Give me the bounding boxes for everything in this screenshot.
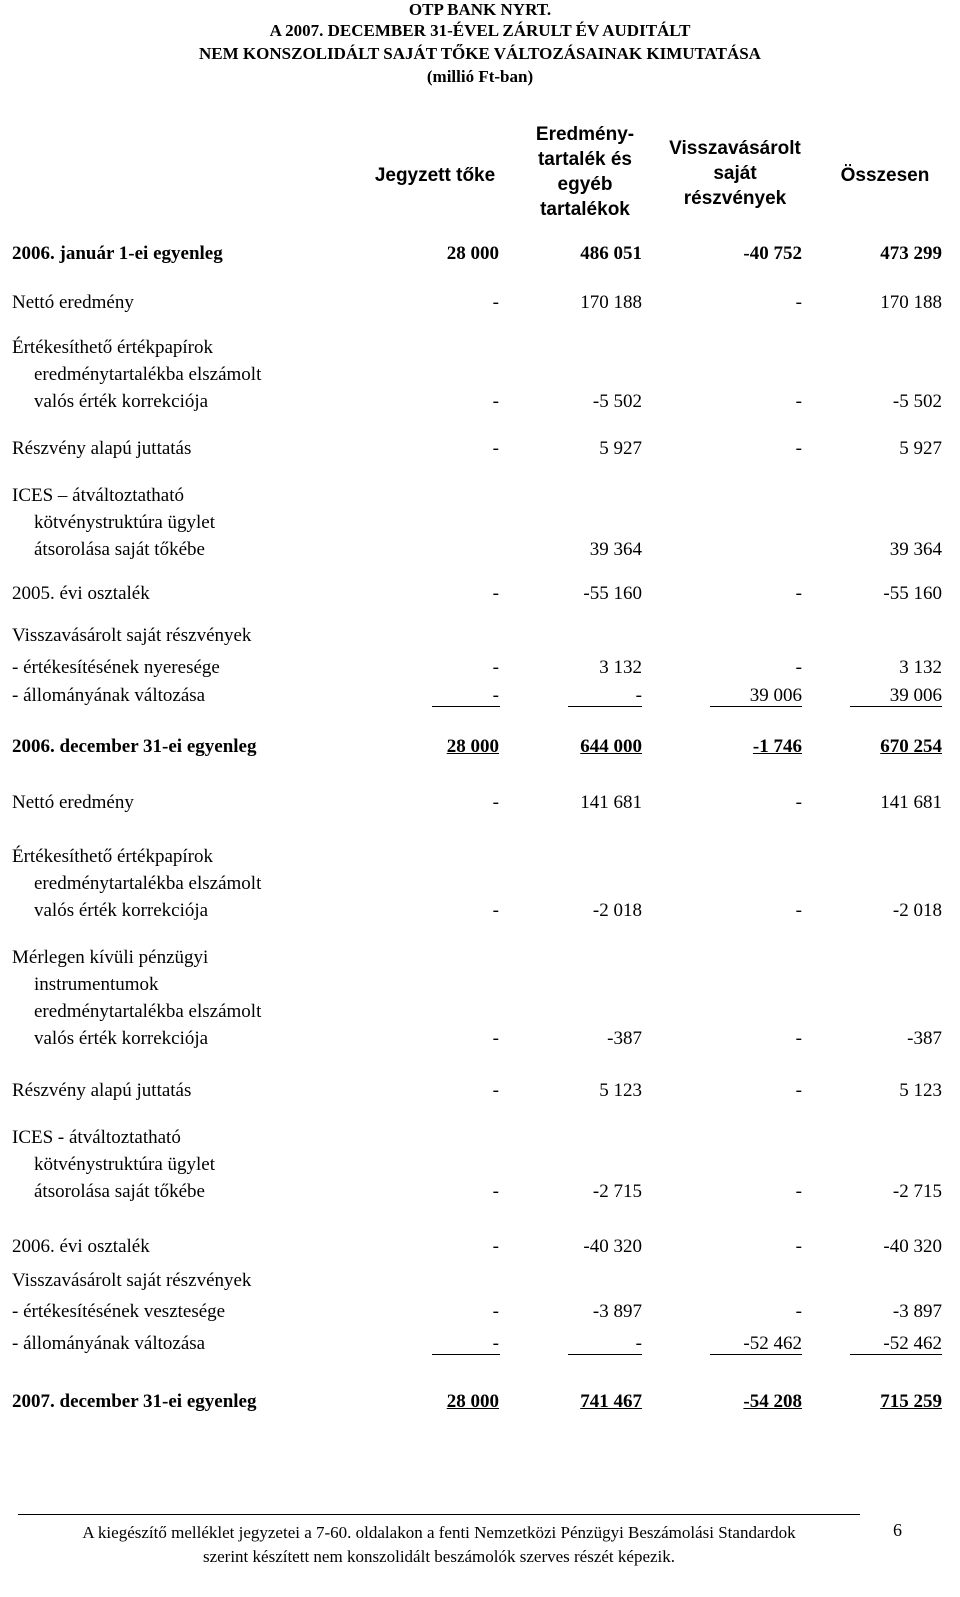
row-label bbox=[12, 1267, 251, 1294]
value-cell: -40 320 bbox=[583, 1236, 642, 1257]
value-cell: 170 188 bbox=[580, 292, 642, 313]
value-cell: 141 681 bbox=[580, 792, 642, 813]
value-cell: -5 502 bbox=[592, 391, 642, 412]
statement-title-line2: NEM KONSZOLIDÁLT SAJÁT TŐKE VÁLTOZÁSAINAK KIMUTATÁSA bbox=[199, 44, 761, 63]
column-header-2: Visszavásárolt saját részvények bbox=[669, 137, 801, 209]
statement-title-line1: A 2007. DECEMBER 31-ÉVEL ZÁRULT ÉV AUDITÁLT bbox=[269, 21, 691, 40]
value-cell: -2 018 bbox=[592, 900, 642, 921]
value-cell: - bbox=[795, 1080, 802, 1101]
row-label bbox=[12, 1124, 215, 1205]
value-cell: - bbox=[795, 657, 802, 678]
value-cell: 39 364 bbox=[889, 539, 942, 560]
value-cell: 5 123 bbox=[899, 1080, 942, 1101]
value-cell: -52 462 bbox=[743, 1333, 802, 1354]
value-cell: - bbox=[492, 1181, 499, 1202]
row-label bbox=[12, 240, 223, 267]
row-label-line: Részvény alapú juttatás bbox=[12, 1080, 192, 1101]
value-cell: - bbox=[795, 900, 802, 921]
row-label bbox=[12, 1233, 150, 1260]
value-cell: 28 000 bbox=[446, 1391, 499, 1412]
value-cell: -1 746 bbox=[752, 736, 802, 757]
row-label-line: 2006. január 1-ei egyenleg bbox=[12, 243, 223, 264]
value-cell: 5 927 bbox=[599, 438, 642, 459]
row-label bbox=[12, 733, 256, 760]
value-cell: - bbox=[635, 685, 642, 706]
row-label bbox=[12, 289, 134, 316]
value-cell: - bbox=[492, 438, 499, 459]
row-label-line: Nettó eredmény bbox=[12, 292, 134, 313]
value-cell: -387 bbox=[607, 1028, 642, 1049]
value-cell: - bbox=[795, 292, 802, 313]
row-label-line: - értékesítésének vesztesége bbox=[12, 1301, 226, 1322]
value-cell: 741 467 bbox=[580, 1391, 642, 1412]
subtotal-rule bbox=[850, 706, 942, 707]
row-label bbox=[12, 944, 261, 1052]
row-label bbox=[12, 1388, 256, 1415]
row-label bbox=[12, 334, 261, 415]
row-label-line: Értékesíthető értékpapírok bbox=[12, 337, 214, 358]
value-cell: - bbox=[492, 1028, 499, 1049]
row-label bbox=[12, 622, 251, 649]
value-cell: -3 897 bbox=[892, 1301, 942, 1322]
footer-divider bbox=[18, 1514, 860, 1515]
value-cell: 28 000 bbox=[446, 736, 499, 757]
row-label bbox=[12, 843, 261, 924]
row-label-line: Nettó eredmény bbox=[12, 792, 134, 813]
row-label-line: kötvénystruktúra ügylet bbox=[34, 1154, 215, 1175]
row-label bbox=[12, 789, 134, 816]
row-label bbox=[12, 682, 205, 709]
row-label-line: átsorolása saját tőkébe bbox=[34, 539, 205, 560]
value-cell: - bbox=[492, 657, 499, 678]
value-cell: - bbox=[492, 391, 499, 412]
value-cell: - bbox=[635, 1333, 642, 1354]
value-cell: -40 320 bbox=[883, 1236, 942, 1257]
row-label-line: 2007. december 31-ei egyenleg bbox=[12, 1391, 257, 1412]
value-cell: -2 715 bbox=[892, 1181, 942, 1202]
value-cell: - bbox=[492, 292, 499, 313]
row-label-line: - értékesítésének nyeresége bbox=[12, 657, 220, 678]
subtotal-rule bbox=[432, 706, 500, 707]
value-cell: - bbox=[492, 583, 499, 604]
page-number: 6 bbox=[893, 1520, 902, 1540]
company-name: OTP BANK NYRT. bbox=[408, 0, 552, 19]
value-cell: 39 364 bbox=[589, 539, 642, 560]
footer-note-line1: A kiegészítő melléklet jegyzetei a 7-60. oldalakon a fenti Nemzetközi Pénzügyi Beszámolási Standardok bbox=[82, 1523, 796, 1542]
row-label bbox=[12, 1077, 191, 1104]
value-cell: - bbox=[795, 438, 802, 459]
value-cell: - bbox=[795, 583, 802, 604]
value-cell: 5 123 bbox=[599, 1080, 642, 1101]
value-cell: - bbox=[492, 685, 499, 706]
subtotal-rule bbox=[432, 1354, 500, 1355]
value-cell: 170 188 bbox=[880, 292, 942, 313]
value-cell: -2 018 bbox=[892, 900, 942, 921]
row-label-line: valós érték korrekciója bbox=[34, 900, 209, 921]
value-cell: 39 006 bbox=[889, 685, 942, 706]
row-label bbox=[12, 1330, 205, 1357]
value-cell: - bbox=[492, 1333, 499, 1354]
row-label-line: kötvénystruktúra ügylet bbox=[34, 512, 215, 533]
row-label-line: Visszavásárolt saját részvények bbox=[12, 1270, 252, 1291]
value-cell: - bbox=[795, 1236, 802, 1257]
value-cell: - bbox=[492, 1080, 499, 1101]
row-label bbox=[12, 435, 191, 462]
value-cell: - bbox=[795, 391, 802, 412]
value-cell: -387 bbox=[907, 1028, 942, 1049]
row-label bbox=[12, 654, 220, 681]
row-label-line: ICES – átváltoztatható bbox=[12, 485, 185, 506]
value-cell: 644 000 bbox=[580, 736, 642, 757]
footer-note-line2: szerint készített nem konszolidált beszámolók szerves részét képezik. bbox=[202, 1547, 676, 1566]
row-label bbox=[12, 1298, 225, 1325]
row-label-line: - állományának változása bbox=[12, 685, 206, 706]
row-label bbox=[12, 482, 215, 563]
value-cell: 3 132 bbox=[899, 657, 942, 678]
unit-label: (millió Ft-ban) bbox=[426, 67, 534, 86]
value-cell: -5 502 bbox=[892, 391, 942, 412]
row-label-line: ICES - átváltoztatható bbox=[12, 1127, 181, 1148]
row-label-line: valós érték korrekciója bbox=[34, 1028, 209, 1049]
value-cell: - bbox=[492, 1236, 499, 1257]
value-cell: -2 715 bbox=[592, 1181, 642, 1202]
subtotal-rule bbox=[710, 1354, 802, 1355]
subtotal-rule bbox=[710, 706, 802, 707]
row-label-line: instrumentumok bbox=[34, 974, 159, 995]
column-header-0: Jegyzett tőke bbox=[374, 164, 496, 186]
row-label-line: 2005. évi osztalék bbox=[12, 583, 150, 604]
row-label-line: Értékesíthető értékpapírok bbox=[12, 846, 214, 867]
value-cell: -54 208 bbox=[743, 1391, 802, 1412]
value-cell: 670 254 bbox=[880, 736, 942, 757]
subtotal-rule bbox=[568, 1354, 642, 1355]
value-cell: 141 681 bbox=[880, 792, 942, 813]
row-label-line: 2006. évi osztalék bbox=[12, 1236, 150, 1257]
value-cell: - bbox=[492, 792, 499, 813]
value-cell: 486 051 bbox=[580, 243, 642, 264]
row-label-line: valós érték korrekciója bbox=[34, 391, 209, 412]
value-cell: 715 259 bbox=[880, 1391, 942, 1412]
value-cell: 5 927 bbox=[899, 438, 942, 459]
value-cell: - bbox=[492, 900, 499, 921]
value-cell: 28 000 bbox=[446, 243, 499, 264]
row-label-line: Mérlegen kívüli pénzügyi bbox=[12, 947, 209, 968]
row-label-line: eredménytartalékba elszámolt bbox=[34, 364, 262, 385]
value-cell: -55 160 bbox=[883, 583, 942, 604]
row-label-line: Visszavásárolt saját részvények bbox=[12, 625, 252, 646]
row-label-line: - állományának változása bbox=[12, 1333, 206, 1354]
value-cell: - bbox=[795, 1301, 802, 1322]
value-cell: - bbox=[795, 792, 802, 813]
row-label-line: átsorolása saját tőkébe bbox=[34, 1181, 205, 1202]
row-label bbox=[12, 580, 150, 607]
value-cell: -40 752 bbox=[743, 243, 802, 264]
row-label-line: Részvény alapú juttatás bbox=[12, 438, 192, 459]
column-header-3: Összesen bbox=[840, 164, 930, 186]
value-cell: 39 006 bbox=[749, 685, 802, 706]
subtotal-rule bbox=[850, 1354, 942, 1355]
row-label-line: 2006. december 31-ei egyenleg bbox=[12, 736, 257, 757]
value-cell: -55 160 bbox=[583, 583, 642, 604]
value-cell: - bbox=[795, 1028, 802, 1049]
value-cell: 473 299 bbox=[880, 243, 942, 264]
value-cell: -3 897 bbox=[592, 1301, 642, 1322]
value-cell: -52 462 bbox=[883, 1333, 942, 1354]
value-cell: 3 132 bbox=[599, 657, 642, 678]
row-label-line: eredménytartalékba elszámolt bbox=[34, 873, 262, 894]
row-label-line: eredménytartalékba elszámolt bbox=[34, 1001, 262, 1022]
value-cell: - bbox=[795, 1181, 802, 1202]
value-cell: - bbox=[492, 1301, 499, 1322]
subtotal-rule bbox=[568, 706, 642, 707]
column-header-1: Eredmény- tartalék és egyéb tartalékok bbox=[535, 124, 635, 220]
